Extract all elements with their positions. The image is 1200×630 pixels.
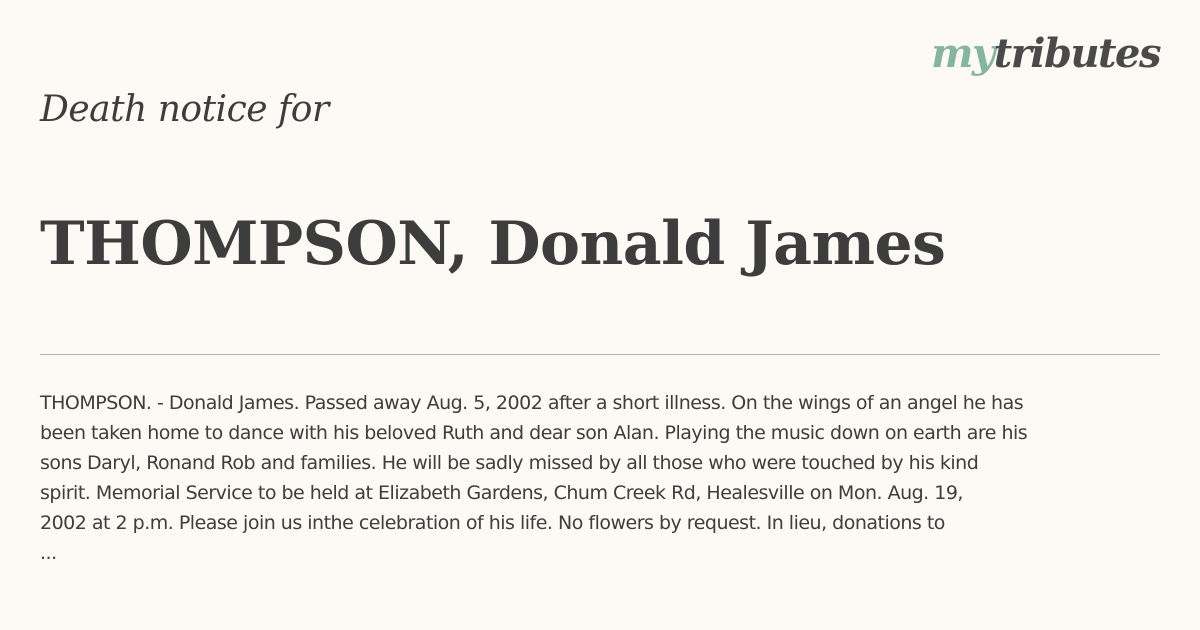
logo-my-text: my [931, 30, 994, 77]
mytributes-logo[interactable] [931, 30, 1160, 77]
logo-tributes-text: tributes [993, 30, 1160, 77]
death-notice-heading: Death notice for [40, 89, 329, 130]
deceased-name: THOMPSON, Donald James [40, 209, 946, 279]
notice-body-text: THOMPSON. - Donald James. Passed away Aug. 5, 2002 after a short illness. On the wings of an angel he has been taken home to dance with his beloved Ruth and dear son Alan. Playing the music down on earth are his sons Daryl, Ronand Rob and families. He will be sadly missed by all those who were touched by his kind spirit. Memorial Service to be held at Elizabeth Gardens, Chum Creek Rd, Healesville on Mon. Aug. 19, 2002 at 2 p.m. Please join us inthe celebration of his life. No flowers by request. In lieu, donations to ... [40, 392, 1028, 564]
divider [40, 354, 1160, 355]
